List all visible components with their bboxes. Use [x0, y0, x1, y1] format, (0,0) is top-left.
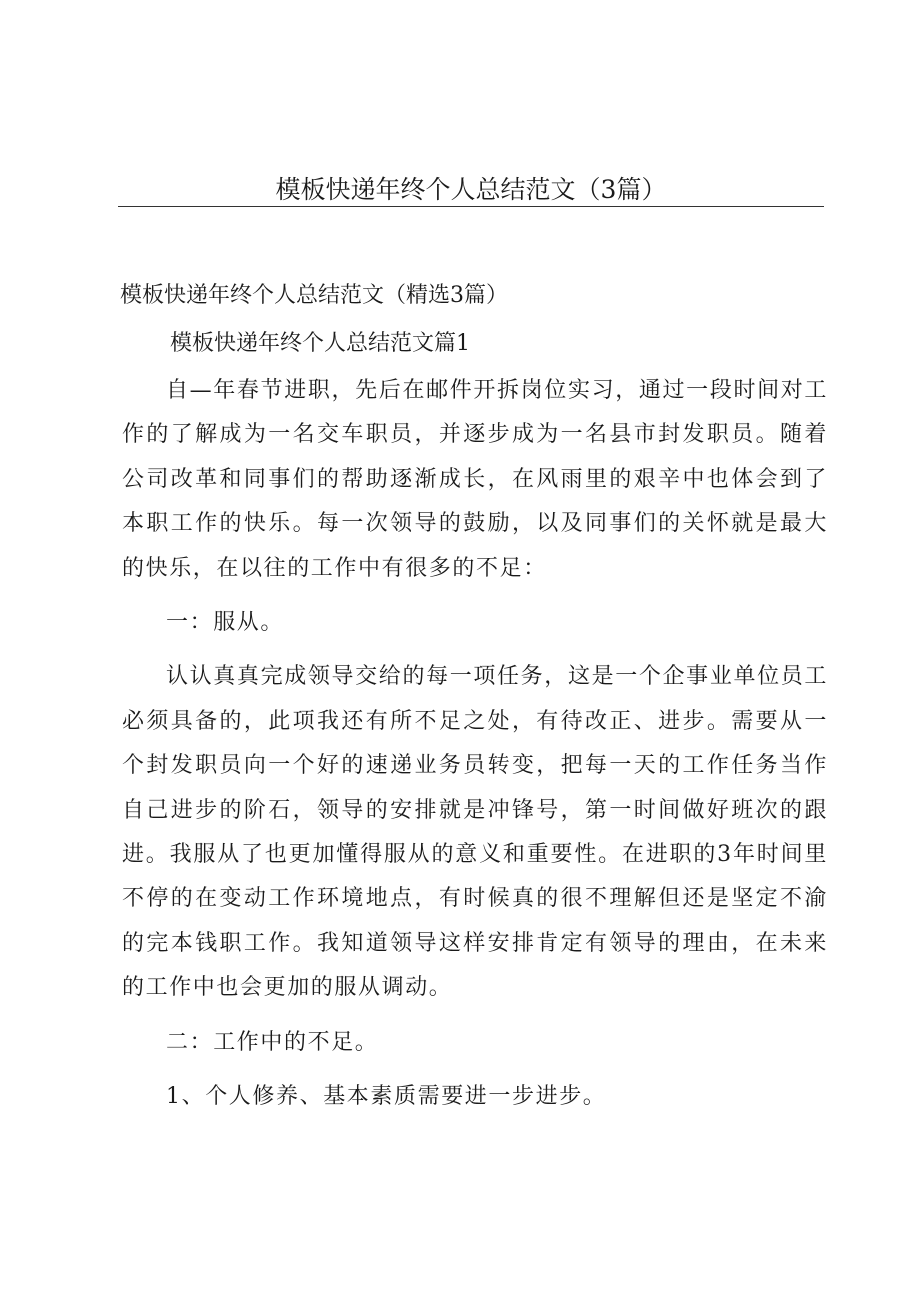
- heading-obedience: 一：服从。: [166, 610, 285, 636]
- document-body: [122, 369, 828, 1120]
- page-title: 模板快递年终个人总结范文（3篇）: [275, 175, 667, 204]
- title-divider: [118, 206, 824, 207]
- section-heading: 模板快递年终个人总结范文篇1: [170, 331, 470, 356]
- paragraph-intro: 自—年春节进职，先后在邮件开拆岗位实习，通过一段时间对工作的了解成为一名交车职员，并逐步成为一名县市封发职员。随着公司改革和同事们的帮助逐渐成长，在风雨里的艰辛中也体会到了本职工作的快乐。每一次领导的鼓励，以及同事们的关怀就是最大的快乐，在以往的工作中有很多的不足：: [122, 378, 828, 581]
- heading-shortcomings: 二：工作中的不足。: [166, 1029, 379, 1055]
- list-item-self-improvement: 1、个人修养、基本素质需要进一步进步。: [166, 1084, 607, 1110]
- paragraph-obedience: 认认真真完成领导交给的每一项任务，这是一个企事业单位员工必须具备的，此项我还有所不足之处，有待改正、进步。需要从一个封发职员向一个好的速递业务员转变，把每一天的工作任务当作自己进步的阶石，领导的安排就是冲锋号，第一时间做好班次的跟进。我服从了也更加懂得服从的意义和重要性。在进职的3年时间里不停的在变动工作环境地点，有时候真的很不理解但还是坚定不渝的完本钱职工作。我知道领导这样安排肯定有领导的理由，在未来的工作中也会更加的服从调动。: [122, 664, 828, 1001]
- document-subtitle: 模板快递年终个人总结范文（精选3篇）: [120, 283, 508, 308]
